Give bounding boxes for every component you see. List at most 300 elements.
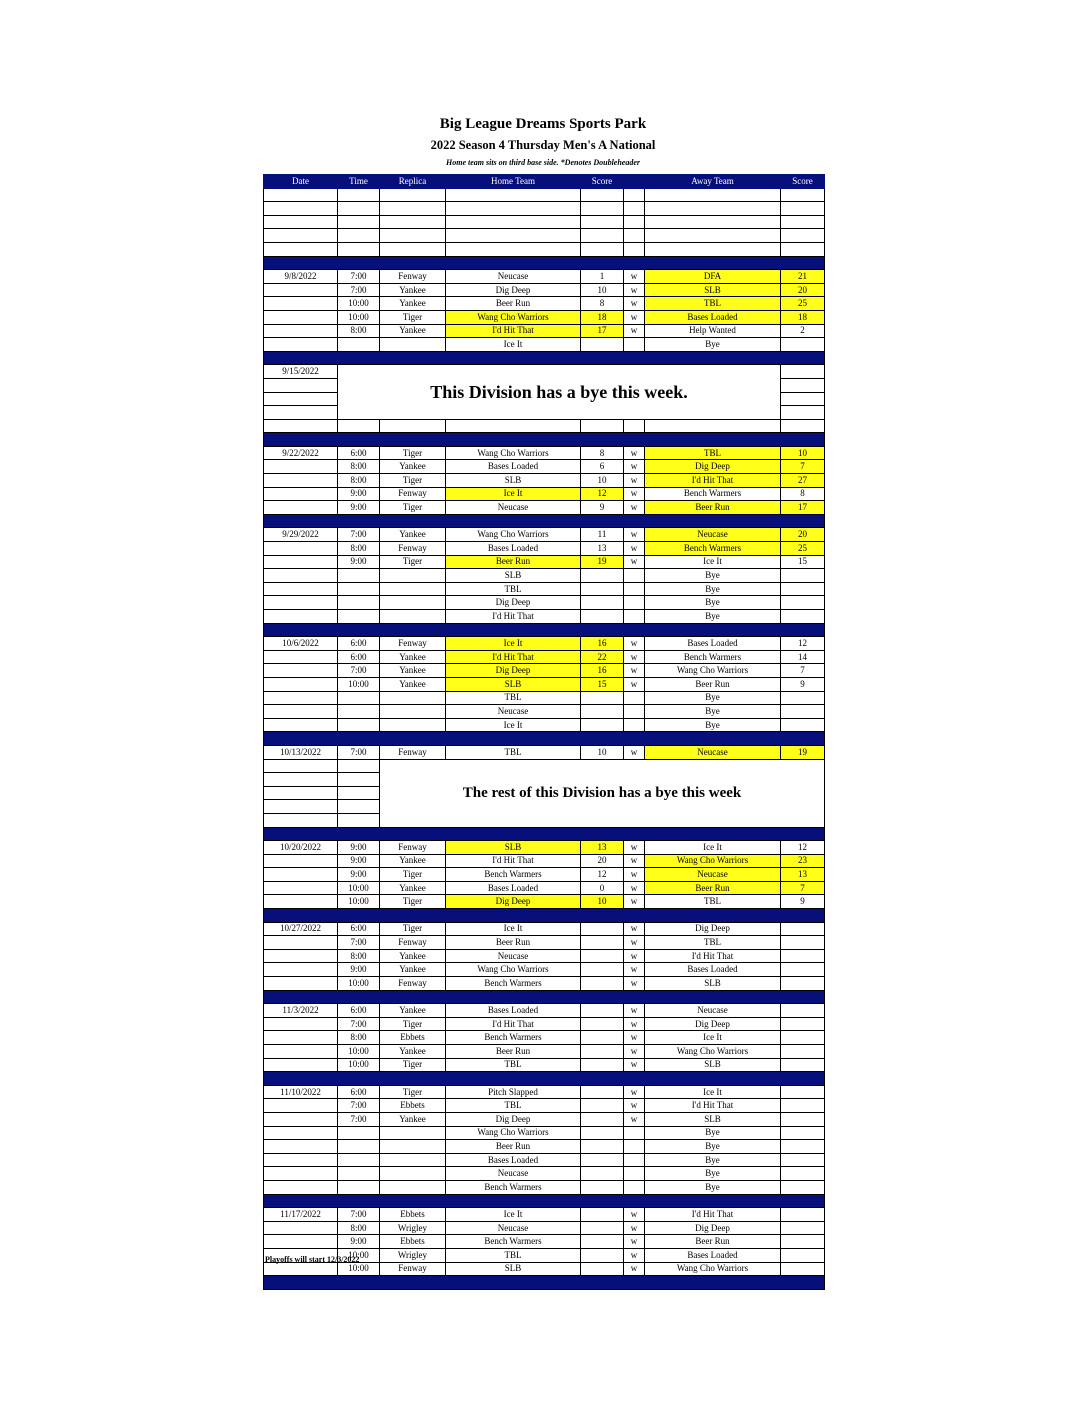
time-cell [338, 1126, 380, 1140]
away-score-cell: 10 [781, 446, 825, 460]
empty-cell [338, 800, 380, 814]
empty-cell [380, 242, 446, 256]
date-cell [264, 1031, 338, 1045]
date-cell [264, 596, 338, 610]
date-cell: 11/10/2022 [264, 1085, 338, 1099]
empty-cell [581, 229, 624, 243]
w-cell: w [624, 936, 645, 950]
home-score-cell [581, 582, 624, 596]
time-cell: 8:00 [338, 949, 380, 963]
game-row [264, 745, 825, 759]
replica-cell: Tiger [380, 1017, 446, 1031]
home-score-cell [581, 963, 624, 977]
date-cell: 10/20/2022 [264, 841, 338, 855]
game-row [264, 691, 825, 705]
away-score-cell: 23 [781, 854, 825, 868]
replica-cell: Fenway [380, 542, 446, 556]
week-separator [264, 732, 825, 746]
separator-cell [264, 623, 825, 637]
w-cell: w [624, 1248, 645, 1262]
w-cell: w [624, 542, 645, 556]
home-team-cell: TBL [446, 691, 581, 705]
time-cell: 8:00 [338, 324, 380, 338]
schedule-table [263, 174, 825, 1290]
empty-cell [264, 378, 338, 392]
empty-cell [264, 419, 338, 433]
time-cell: 9:00 [338, 963, 380, 977]
time-cell [338, 338, 380, 352]
home-score-cell: 12 [581, 487, 624, 501]
week-separator [264, 1194, 825, 1208]
w-cell: w [624, 637, 645, 651]
time-cell: 10:00 [338, 1248, 380, 1262]
away-team-cell: SLB [645, 1058, 781, 1072]
w-cell: w [624, 1221, 645, 1235]
game-row [264, 650, 825, 664]
game-row [264, 977, 825, 991]
empty-cell [264, 773, 338, 787]
away-score-cell [781, 1099, 825, 1113]
away-score-cell [781, 1126, 825, 1140]
date-cell [264, 1126, 338, 1140]
replica-cell: Tiger [380, 922, 446, 936]
home-team-cell: I'd Hit That [446, 610, 581, 624]
replica-cell: Yankee [380, 1045, 446, 1059]
date-cell [264, 936, 338, 950]
w-cell: w [624, 1004, 645, 1018]
time-cell: 10:00 [338, 1262, 380, 1276]
away-score-cell [781, 691, 825, 705]
home-score-cell: 1 [581, 270, 624, 284]
away-team-cell: SLB [645, 1112, 781, 1126]
away-team-cell: Bye [645, 1167, 781, 1181]
week-separator [264, 1072, 825, 1086]
home-team-cell: Wang Cho Warriors [446, 310, 581, 324]
empty-cell [781, 419, 825, 433]
date-cell [264, 555, 338, 569]
away-team-cell: Beer Run [645, 501, 781, 515]
away-team-cell: Neucase [645, 528, 781, 542]
home-score-cell: 17 [581, 324, 624, 338]
date-cell [264, 691, 338, 705]
separator-cell [264, 1194, 825, 1208]
replica-cell [380, 718, 446, 732]
bye-week-message: The rest of this Division has a bye this week [380, 759, 825, 827]
separator-cell [264, 433, 825, 447]
replica-cell: Yankee [380, 460, 446, 474]
home-team-cell: SLB [446, 841, 581, 855]
time-cell: 10:00 [338, 1058, 380, 1072]
home-team-cell: Beer Run [446, 1045, 581, 1059]
away-team-cell: Wang Cho Warriors [645, 854, 781, 868]
home-team-cell: SLB [446, 677, 581, 691]
game-row [264, 936, 825, 950]
home-team-cell: TBL [446, 745, 581, 759]
time-cell [338, 1153, 380, 1167]
empty-cell [645, 188, 781, 202]
home-score-cell: 10 [581, 745, 624, 759]
home-team-cell: TBL [446, 1248, 581, 1262]
date-cell [264, 1180, 338, 1194]
away-score-cell: 9 [781, 895, 825, 909]
home-score-cell: 16 [581, 664, 624, 678]
date-cell: 10/27/2022 [264, 922, 338, 936]
date-cell: 9/22/2022 [264, 446, 338, 460]
w-cell [624, 569, 645, 583]
date-cell [264, 650, 338, 664]
replica-cell: Tiger [380, 868, 446, 882]
away-team-cell: Dig Deep [645, 1221, 781, 1235]
game-row [264, 841, 825, 855]
w-cell: w [624, 922, 645, 936]
col-away-score-header: Score [781, 175, 825, 189]
time-cell: 6:00 [338, 637, 380, 651]
week-separator [264, 909, 825, 923]
date-cell [264, 501, 338, 515]
home-score-cell [581, 338, 624, 352]
empty-cell [338, 242, 380, 256]
replica-cell: Ebbets [380, 1235, 446, 1249]
away-team-cell: TBL [645, 297, 781, 311]
w-cell [624, 1140, 645, 1154]
home-team-cell: Neucase [446, 1221, 581, 1235]
date-cell [264, 1045, 338, 1059]
away-team-cell: Wang Cho Warriors [645, 1045, 781, 1059]
game-row [264, 542, 825, 556]
replica-cell [380, 338, 446, 352]
time-cell [338, 1140, 380, 1154]
date-cell [264, 868, 338, 882]
home-team-cell: Bases Loaded [446, 881, 581, 895]
replica-cell: Ebbets [380, 1099, 446, 1113]
empty-cell [781, 215, 825, 229]
empty-cell [338, 759, 380, 773]
date-cell [264, 895, 338, 909]
time-cell: 10:00 [338, 310, 380, 324]
w-cell: w [624, 1099, 645, 1113]
replica-cell: Fenway [380, 977, 446, 991]
empty-cell [645, 419, 781, 433]
replica-cell [380, 569, 446, 583]
time-cell: 8:00 [338, 1221, 380, 1235]
away-score-cell [781, 1248, 825, 1262]
col-w-header [624, 175, 645, 189]
date-cell [264, 949, 338, 963]
w-cell [624, 338, 645, 352]
game-row [264, 705, 825, 719]
away-score-cell [781, 718, 825, 732]
home-team-cell: Bench Warmers [446, 1031, 581, 1045]
game-row [264, 582, 825, 596]
empty-cell [624, 215, 645, 229]
away-team-cell: Bye [645, 718, 781, 732]
home-team-cell: Bench Warmers [446, 868, 581, 882]
empty-cell [781, 242, 825, 256]
w-cell: w [624, 664, 645, 678]
home-score-cell: 19 [581, 555, 624, 569]
w-cell [624, 1153, 645, 1167]
w-cell [624, 596, 645, 610]
time-cell: 7:00 [338, 1017, 380, 1031]
w-cell: w [624, 977, 645, 991]
empty-cell [781, 365, 825, 379]
replica-cell: Fenway [380, 841, 446, 855]
week-separator [264, 827, 825, 841]
home-team-cell: Neucase [446, 501, 581, 515]
time-cell: 6:00 [338, 1004, 380, 1018]
game-row [264, 1262, 825, 1276]
home-team-cell: Ice It [446, 1208, 581, 1222]
date-cell [264, 1221, 338, 1235]
replica-cell [380, 1180, 446, 1194]
away-score-cell: 14 [781, 650, 825, 664]
time-cell: 7:00 [338, 1112, 380, 1126]
game-row [264, 569, 825, 583]
replica-cell [380, 1167, 446, 1181]
home-score-cell [581, 1221, 624, 1235]
home-team-cell: Neucase [446, 949, 581, 963]
w-cell: w [624, 487, 645, 501]
home-team-cell: Dig Deep [446, 664, 581, 678]
away-score-cell: 15 [781, 555, 825, 569]
replica-cell: Tiger [380, 446, 446, 460]
replica-cell: Fenway [380, 936, 446, 950]
game-row [264, 664, 825, 678]
empty-cell [446, 419, 581, 433]
replica-cell: Yankee [380, 1004, 446, 1018]
empty-cell [645, 229, 781, 243]
home-team-cell: Dig Deep [446, 1112, 581, 1126]
replica-cell: Fenway [380, 637, 446, 651]
away-score-cell: 21 [781, 270, 825, 284]
game-row [264, 1180, 825, 1194]
away-team-cell: Bases Loaded [645, 310, 781, 324]
away-team-cell: Dig Deep [645, 1017, 781, 1031]
home-score-cell [581, 977, 624, 991]
game-row [264, 854, 825, 868]
home-score-cell [581, 705, 624, 719]
empty-cell [781, 378, 825, 392]
w-cell [624, 1180, 645, 1194]
blank-row [264, 202, 825, 216]
away-score-cell [781, 1180, 825, 1194]
w-cell: w [624, 1235, 645, 1249]
away-team-cell: TBL [645, 936, 781, 950]
away-score-cell [781, 1221, 825, 1235]
game-row [264, 637, 825, 651]
away-score-cell: 12 [781, 841, 825, 855]
home-score-cell [581, 596, 624, 610]
home-score-cell: 10 [581, 283, 624, 297]
game-row [264, 1112, 825, 1126]
blank-row [264, 188, 825, 202]
time-cell: 6:00 [338, 922, 380, 936]
home-team-cell: Neucase [446, 705, 581, 719]
empty-cell [264, 392, 338, 406]
game-row [264, 487, 825, 501]
game-row [264, 1099, 825, 1113]
away-score-cell [781, 1017, 825, 1031]
time-cell: 9:00 [338, 854, 380, 868]
home-team-cell: Pitch Slapped [446, 1085, 581, 1099]
home-team-cell: Dig Deep [446, 283, 581, 297]
separator-cell [264, 256, 825, 270]
game-row [264, 1045, 825, 1059]
date-cell [264, 854, 338, 868]
away-score-cell [781, 705, 825, 719]
home-score-cell: 8 [581, 446, 624, 460]
time-cell [338, 596, 380, 610]
home-score-cell: 10 [581, 474, 624, 488]
home-team-cell: TBL [446, 582, 581, 596]
away-team-cell: Dig Deep [645, 922, 781, 936]
home-score-cell [581, 949, 624, 963]
empty-cell [624, 202, 645, 216]
time-cell: 10:00 [338, 1045, 380, 1059]
time-cell: 9:00 [338, 1235, 380, 1249]
home-score-cell [581, 569, 624, 583]
home-score-cell [581, 1140, 624, 1154]
game-row [264, 501, 825, 515]
empty-cell [264, 800, 338, 814]
w-cell: w [624, 324, 645, 338]
w-cell: w [624, 555, 645, 569]
date-cell [264, 1058, 338, 1072]
footer-note: Playoffs will start 12/3/2022 [265, 1255, 360, 1264]
home-score-cell: 15 [581, 677, 624, 691]
separator-cell [264, 1072, 825, 1086]
w-cell: w [624, 528, 645, 542]
replica-cell [380, 1126, 446, 1140]
away-team-cell: I'd Hit That [645, 949, 781, 963]
away-team-cell: Neucase [645, 745, 781, 759]
replica-cell [380, 1153, 446, 1167]
home-team-cell: Beer Run [446, 297, 581, 311]
away-score-cell: 25 [781, 297, 825, 311]
game-row [264, 555, 825, 569]
home-score-cell: 22 [581, 650, 624, 664]
home-team-cell: Wang Cho Warriors [446, 1126, 581, 1140]
w-cell: w [624, 841, 645, 855]
home-team-cell: Beer Run [446, 555, 581, 569]
away-team-cell: I'd Hit That [645, 1208, 781, 1222]
away-team-cell: Ice It [645, 1031, 781, 1045]
game-row [264, 1058, 825, 1072]
time-cell: 7:00 [338, 270, 380, 284]
game-row [264, 596, 825, 610]
page-title: Big League Dreams Sports Park [439, 116, 647, 132]
away-score-cell [781, 582, 825, 596]
away-team-cell: DFA [645, 270, 781, 284]
replica-cell: Tiger [380, 895, 446, 909]
separator-cell [264, 514, 825, 528]
home-team-cell: Ice It [446, 718, 581, 732]
empty-cell [338, 773, 380, 787]
replica-cell: Tiger [380, 310, 446, 324]
empty-cell [264, 406, 338, 420]
away-team-cell: SLB [645, 283, 781, 297]
time-cell: 10:00 [338, 297, 380, 311]
bye-week-row [264, 759, 825, 773]
away-team-cell: Bye [645, 1126, 781, 1140]
home-score-cell [581, 1167, 624, 1181]
time-cell [338, 691, 380, 705]
w-cell [624, 1126, 645, 1140]
away-score-cell [781, 610, 825, 624]
game-row [264, 1235, 825, 1249]
away-team-cell: Dig Deep [645, 460, 781, 474]
date-cell: 10/13/2022 [264, 745, 338, 759]
date-cell [264, 1262, 338, 1276]
time-cell: 9:00 [338, 487, 380, 501]
away-team-cell: Help Wanted [645, 324, 781, 338]
w-cell: w [624, 1017, 645, 1031]
home-score-cell: 16 [581, 637, 624, 651]
home-team-cell: Wang Cho Warriors [446, 963, 581, 977]
time-cell: 6:00 [338, 650, 380, 664]
home-team-cell: Dig Deep [446, 596, 581, 610]
home-score-cell [581, 1112, 624, 1126]
home-score-cell [581, 1017, 624, 1031]
away-team-cell: SLB [645, 977, 781, 991]
w-cell: w [624, 868, 645, 882]
replica-cell: Yankee [380, 650, 446, 664]
empty-cell [380, 202, 446, 216]
away-score-cell [781, 1153, 825, 1167]
replica-cell: Fenway [380, 270, 446, 284]
empty-cell [446, 188, 581, 202]
week-separator [264, 1276, 825, 1290]
w-cell: w [624, 283, 645, 297]
date-cell [264, 487, 338, 501]
away-team-cell: Bases Loaded [645, 963, 781, 977]
empty-cell [624, 419, 645, 433]
home-team-cell: Bench Warmers [446, 1180, 581, 1194]
time-cell: 9:00 [338, 868, 380, 882]
home-team-cell: Beer Run [446, 1140, 581, 1154]
empty-cell [581, 215, 624, 229]
date-cell [264, 705, 338, 719]
away-score-cell [781, 1262, 825, 1276]
game-row [264, 338, 825, 352]
game-row [264, 1085, 825, 1099]
w-cell: w [624, 1112, 645, 1126]
away-team-cell: Bye [645, 569, 781, 583]
away-score-cell: 2 [781, 324, 825, 338]
w-cell: w [624, 1045, 645, 1059]
game-row [264, 283, 825, 297]
replica-cell: Tiger [380, 474, 446, 488]
w-cell: w [624, 854, 645, 868]
date-cell [264, 881, 338, 895]
time-cell: 6:00 [338, 1085, 380, 1099]
date-cell [264, 718, 338, 732]
w-cell [624, 705, 645, 719]
home-score-cell [581, 1248, 624, 1262]
empty-cell [264, 786, 338, 800]
empty-cell [380, 188, 446, 202]
blank-row [264, 242, 825, 256]
home-team-cell: Bases Loaded [446, 542, 581, 556]
away-team-cell: I'd Hit That [645, 1099, 781, 1113]
away-score-cell [781, 1045, 825, 1059]
replica-cell: Ebbets [380, 1031, 446, 1045]
home-score-cell: 20 [581, 854, 624, 868]
game-row [264, 310, 825, 324]
away-team-cell: Bench Warmers [645, 542, 781, 556]
replica-cell [380, 582, 446, 596]
home-team-cell: Neucase [446, 1167, 581, 1181]
